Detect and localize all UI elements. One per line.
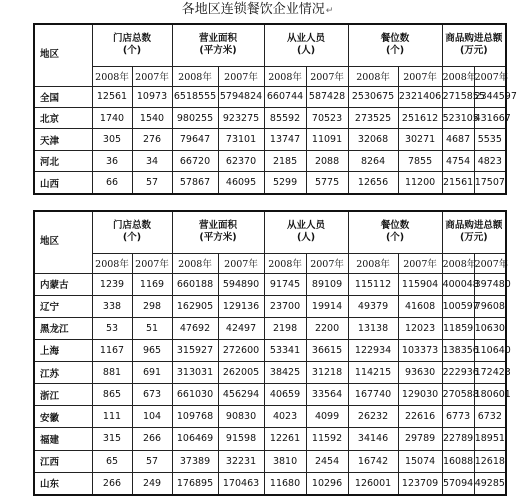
value-cell: 31218 — [306, 362, 348, 384]
value-cell: 980255 — [172, 107, 218, 128]
region-cell: 河北 — [34, 150, 92, 171]
group-header-unit: (万元) — [459, 45, 488, 57]
value-cell: 129030 — [398, 384, 442, 406]
value-cell: 11592 — [306, 428, 348, 450]
region-cell: 江苏 — [34, 362, 92, 384]
value-cell: 114215 — [348, 362, 398, 384]
value-cell: 32231 — [218, 450, 264, 472]
value-cell: 523105 — [442, 107, 474, 128]
value-cell: 8264 — [348, 150, 398, 171]
year-row — [34, 253, 506, 273]
value-cell: 397480 — [474, 273, 506, 295]
region-cell: 安徽 — [34, 406, 92, 428]
value-cell: 57867 — [172, 172, 218, 194]
value-cell: 594890 — [218, 273, 264, 295]
table-row — [34, 317, 506, 339]
value-cell: 3810 — [264, 450, 306, 472]
value-cell: 103373 — [398, 339, 442, 361]
value-cell: 4099 — [306, 406, 348, 428]
year-header: 2007年 — [474, 253, 506, 273]
value-cell: 10630 — [474, 317, 506, 339]
group-header — [92, 211, 172, 253]
value-cell: 4687 — [442, 129, 474, 150]
value-cell: 57 — [132, 172, 172, 194]
value-cell: 881 — [92, 362, 132, 384]
value-cell: 2715855 — [442, 86, 474, 107]
year-header: 2007年 — [474, 66, 506, 86]
value-cell: 4023 — [264, 406, 306, 428]
value-cell: 2344597 — [474, 86, 506, 107]
table-row — [34, 129, 506, 150]
value-cell: 865 — [92, 384, 132, 406]
year-header: 2008年 — [172, 66, 218, 86]
year-row — [34, 66, 506, 86]
region-cell: 辽宁 — [34, 295, 92, 317]
region-header: 地区 — [34, 24, 92, 86]
value-cell: 180601 — [474, 384, 506, 406]
value-cell: 10296 — [306, 472, 348, 495]
value-cell: 272600 — [218, 339, 264, 361]
value-cell: 315927 — [172, 339, 218, 361]
table-row — [34, 339, 506, 361]
value-cell: 400048 — [442, 273, 474, 295]
region-cell: 福建 — [34, 428, 92, 450]
paragraph-mark-icon: ↵ — [325, 6, 334, 16]
value-cell: 11091 — [306, 129, 348, 150]
group-header-unit: (个) — [122, 232, 142, 244]
region-cell: 全国 — [34, 86, 92, 107]
value-cell: 266 — [132, 428, 172, 450]
value-cell: 34 — [132, 150, 172, 171]
year-header: 2008年 — [264, 253, 306, 273]
table-row — [34, 472, 506, 495]
value-cell: 62370 — [218, 150, 264, 171]
value-cell: 93630 — [398, 362, 442, 384]
group-header-name: 餐位数 — [380, 33, 410, 45]
value-cell: 70523 — [306, 107, 348, 128]
group-header-unit: (万元) — [459, 232, 488, 244]
group-header — [172, 211, 264, 253]
value-cell: 5299 — [264, 172, 306, 194]
group-header-unit: (平方米) — [199, 232, 237, 244]
region-cell: 天津 — [34, 129, 92, 150]
group-header-name: 从业人员 — [287, 33, 326, 45]
value-cell: 1740 — [92, 107, 132, 128]
value-cell: 17507 — [474, 172, 506, 194]
value-cell: 1167 — [92, 339, 132, 361]
value-cell: 122934 — [348, 339, 398, 361]
value-cell: 109768 — [172, 406, 218, 428]
year-header: 2007年 — [306, 253, 348, 273]
value-cell: 691 — [132, 362, 172, 384]
group-header-unit: (人) — [296, 232, 316, 244]
value-cell: 36615 — [306, 339, 348, 361]
value-cell: 2185 — [264, 150, 306, 171]
page-title — [0, 2, 515, 19]
group-header — [264, 24, 348, 66]
value-cell: 315 — [92, 428, 132, 450]
value-cell: 26232 — [348, 406, 398, 428]
header-row — [34, 211, 506, 253]
table-row — [34, 107, 506, 128]
value-cell: 7855 — [398, 150, 442, 171]
value-cell: 100597 — [442, 295, 474, 317]
stats-table-1 — [33, 23, 517, 195]
value-cell: 11680 — [264, 472, 306, 495]
value-cell: 276 — [132, 129, 172, 150]
table-row — [34, 172, 506, 194]
value-cell: 53341 — [264, 339, 306, 361]
group-header — [442, 24, 506, 66]
value-cell: 53 — [92, 317, 132, 339]
value-cell: 47692 — [172, 317, 218, 339]
value-cell: 6773 — [442, 406, 474, 428]
value-cell: 249 — [132, 472, 172, 495]
value-cell: 16742 — [348, 450, 398, 472]
group-header-unit: (个) — [122, 45, 142, 57]
value-cell: 2530675 — [348, 86, 398, 107]
value-cell: 172423 — [474, 362, 506, 384]
year-header: 2008年 — [92, 253, 132, 273]
year-header: 2007年 — [218, 66, 264, 86]
value-cell: 115112 — [348, 273, 398, 295]
value-cell: 90830 — [218, 406, 264, 428]
group-header — [442, 211, 506, 253]
value-cell: 2198 — [264, 317, 306, 339]
value-cell: 456294 — [218, 384, 264, 406]
table-row — [34, 450, 506, 472]
value-cell: 313031 — [172, 362, 218, 384]
value-cell: 110640 — [474, 339, 506, 361]
value-cell: 33564 — [306, 384, 348, 406]
value-cell: 89109 — [306, 273, 348, 295]
table-row — [34, 428, 506, 450]
group-header-unit: (个) — [385, 45, 405, 57]
table-1 — [33, 23, 517, 195]
value-cell: 251612 — [398, 107, 442, 128]
value-cell: 66720 — [172, 150, 218, 171]
value-cell: 2088 — [306, 150, 348, 171]
group-header-name: 商品购进总额 — [445, 33, 503, 45]
value-cell: 338 — [92, 295, 132, 317]
year-header: 2007年 — [306, 66, 348, 86]
value-cell: 6518555 — [172, 86, 218, 107]
value-cell: 21561 — [442, 172, 474, 194]
value-cell: 16088 — [442, 450, 474, 472]
value-cell: 15074 — [398, 450, 442, 472]
value-cell: 262005 — [218, 362, 264, 384]
value-cell: 65 — [92, 450, 132, 472]
value-cell: 41608 — [398, 295, 442, 317]
value-cell: 13747 — [264, 129, 306, 150]
value-cell: 111 — [92, 406, 132, 428]
value-cell: 965 — [132, 339, 172, 361]
value-cell: 11859 — [442, 317, 474, 339]
value-cell: 170463 — [218, 472, 264, 495]
value-cell: 51 — [132, 317, 172, 339]
year-header: 2008年 — [264, 66, 306, 86]
value-cell: 46095 — [218, 172, 264, 194]
table-row — [34, 406, 506, 428]
value-cell: 1540 — [132, 107, 172, 128]
value-cell: 176895 — [172, 472, 218, 495]
value-cell: 12023 — [398, 317, 442, 339]
value-cell: 11200 — [398, 172, 442, 194]
value-cell: 49285 — [474, 472, 506, 495]
region-header: 地区 — [34, 211, 92, 273]
value-cell: 57 — [132, 450, 172, 472]
year-header: 2007年 — [398, 66, 442, 86]
year-header: 2008年 — [92, 66, 132, 86]
value-cell: 115904 — [398, 273, 442, 295]
group-header — [172, 24, 264, 66]
value-cell: 34146 — [348, 428, 398, 450]
year-header: 2007年 — [398, 253, 442, 273]
value-cell: 106469 — [172, 428, 218, 450]
value-cell: 661030 — [172, 384, 218, 406]
value-cell: 126001 — [348, 472, 398, 495]
value-cell: 13138 — [348, 317, 398, 339]
value-cell: 4823 — [474, 150, 506, 171]
group-header-name: 营业面积 — [199, 220, 238, 232]
value-cell: 923275 — [218, 107, 264, 128]
value-cell: 10973 — [132, 86, 172, 107]
table-row — [34, 362, 506, 384]
value-cell: 18951 — [474, 428, 506, 450]
header-row — [34, 24, 506, 66]
value-cell: 5535 — [474, 129, 506, 150]
value-cell: 138356 — [442, 339, 474, 361]
value-cell: 2200 — [306, 317, 348, 339]
group-header-unit: (人) — [296, 45, 316, 57]
group-header — [348, 211, 442, 253]
group-header-name: 营业面积 — [199, 33, 238, 45]
value-cell: 660744 — [264, 86, 306, 107]
value-cell: 57094 — [442, 472, 474, 495]
stats-table-2 — [33, 210, 511, 496]
value-cell: 431667 — [474, 107, 506, 128]
table-2 — [33, 210, 511, 496]
group-header-name: 餐位数 — [380, 220, 410, 232]
region-cell: 上海 — [34, 339, 92, 361]
group-header-unit: (平方米) — [199, 45, 237, 57]
value-cell: 85592 — [264, 107, 306, 128]
value-cell: 273525 — [348, 107, 398, 128]
value-cell: 270588 — [442, 384, 474, 406]
value-cell: 660188 — [172, 273, 218, 295]
value-cell: 305 — [92, 129, 132, 150]
value-cell: 5794824 — [218, 86, 264, 107]
value-cell: 4754 — [442, 150, 474, 171]
value-cell: 673 — [132, 384, 172, 406]
group-header — [348, 24, 442, 66]
region-cell: 江西 — [34, 450, 92, 472]
value-cell: 123709 — [398, 472, 442, 495]
value-cell: 22616 — [398, 406, 442, 428]
value-cell: 2454 — [306, 450, 348, 472]
value-cell: 12261 — [264, 428, 306, 450]
value-cell: 36 — [92, 150, 132, 171]
value-cell: 22789 — [442, 428, 474, 450]
region-cell: 北京 — [34, 107, 92, 128]
table-row — [34, 86, 506, 107]
year-header: 2007年 — [218, 253, 264, 273]
group-header-name: 门店总数 — [113, 220, 152, 232]
value-cell: 32068 — [348, 129, 398, 150]
year-header: 2008年 — [442, 66, 474, 86]
group-header-name: 商品购进总额 — [445, 220, 503, 232]
value-cell: 2321406 — [398, 86, 442, 107]
year-header: 2008年 — [348, 66, 398, 86]
value-cell: 298 — [132, 295, 172, 317]
value-cell: 167740 — [348, 384, 398, 406]
table-row — [34, 150, 506, 171]
value-cell: 266 — [92, 472, 132, 495]
group-header — [92, 24, 172, 66]
value-cell: 6732 — [474, 406, 506, 428]
table-row — [34, 273, 506, 295]
group-header-unit: (个) — [385, 232, 405, 244]
value-cell: 66 — [92, 172, 132, 194]
value-cell: 91745 — [264, 273, 306, 295]
region-cell: 内蒙古 — [34, 273, 92, 295]
year-header: 2008年 — [348, 253, 398, 273]
value-cell: 162905 — [172, 295, 218, 317]
value-cell: 79608 — [474, 295, 506, 317]
value-cell: 29789 — [398, 428, 442, 450]
value-cell: 129136 — [218, 295, 264, 317]
value-cell: 587428 — [306, 86, 348, 107]
value-cell: 37389 — [172, 450, 218, 472]
value-cell: 38425 — [264, 362, 306, 384]
value-cell: 12561 — [92, 86, 132, 107]
value-cell: 1169 — [132, 273, 172, 295]
group-header — [264, 211, 348, 253]
year-header: 2008年 — [442, 253, 474, 273]
value-cell: 30271 — [398, 129, 442, 150]
region-cell: 山东 — [34, 472, 92, 495]
group-header-name: 门店总数 — [113, 33, 152, 45]
value-cell: 23700 — [264, 295, 306, 317]
value-cell: 91598 — [218, 428, 264, 450]
region-cell: 浙江 — [34, 384, 92, 406]
value-cell: 40659 — [264, 384, 306, 406]
group-header-name: 从业人员 — [287, 220, 326, 232]
value-cell: 42497 — [218, 317, 264, 339]
year-header: 2007年 — [132, 66, 172, 86]
value-cell: 12656 — [348, 172, 398, 194]
value-cell: 49379 — [348, 295, 398, 317]
title-text: 各地区连锁餐饮企业情况 — [181, 2, 325, 17]
table-row — [34, 295, 506, 317]
region-cell: 山西 — [34, 172, 92, 194]
value-cell: 79647 — [172, 129, 218, 150]
year-header: 2008年 — [172, 253, 218, 273]
value-cell: 104 — [132, 406, 172, 428]
value-cell: 1239 — [92, 273, 132, 295]
region-cell: 黑龙江 — [34, 317, 92, 339]
value-cell: 19914 — [306, 295, 348, 317]
year-header: 2007年 — [132, 253, 172, 273]
value-cell: 5775 — [306, 172, 348, 194]
value-cell: 73101 — [218, 129, 264, 150]
table-row — [34, 384, 506, 406]
value-cell: 12618 — [474, 450, 506, 472]
value-cell: 222936 — [442, 362, 474, 384]
